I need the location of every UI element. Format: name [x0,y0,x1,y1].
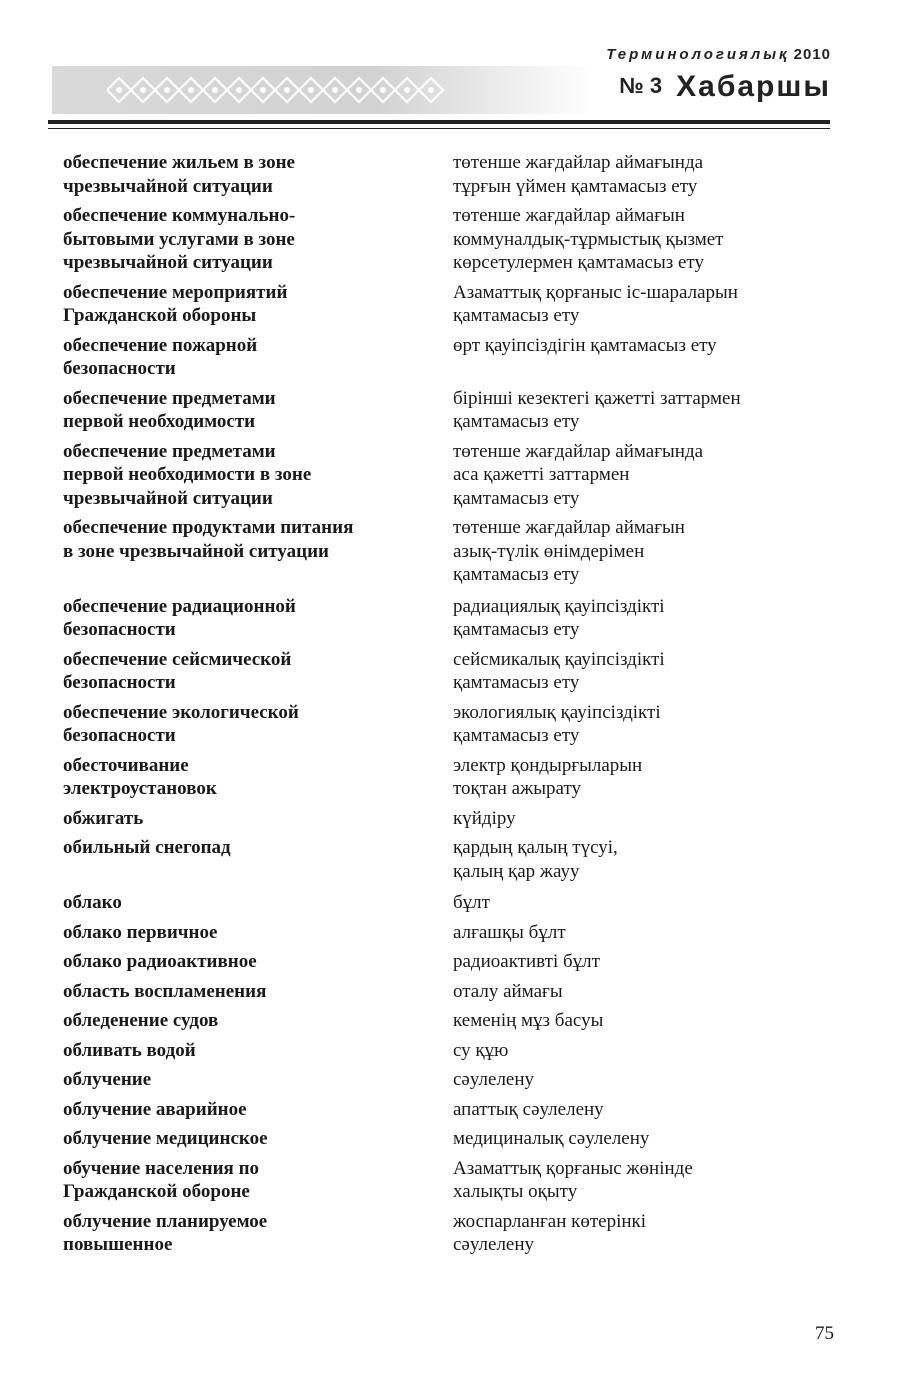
translation-line: қамтамасыз ету [453,672,580,693]
issue-title: Хабаршы [676,70,831,103]
issue-heading [619,70,831,104]
translation-line: су құю [453,1039,509,1061]
translation-line: тоқтан ажырату [453,778,581,799]
translation-kazakh [453,1098,823,1122]
term-line: область воспламенения [63,980,267,1002]
translation-kazakh [453,950,823,974]
glossary-entry [63,950,823,974]
term-line: обеспечение продуктами питания [63,517,354,538]
glossary-entry [63,1098,823,1122]
term-russian [63,516,453,587]
translation-line: қамтамасыз ету [453,564,580,585]
translation-line: оталу аймағы [453,980,563,1002]
term-line: облучение планируемое [63,1210,268,1232]
translation-kazakh [453,440,823,511]
translation-kazakh [453,204,823,275]
term-line: облучение [63,1069,152,1090]
translation-line: күйдіру [453,807,516,829]
translation-line: азық-түлік өнімдерімен [453,540,645,562]
translation-line: қалың қар жауу [453,860,580,882]
translation-line: экологиялық қауіпсіздікті [453,701,661,723]
translation-kazakh [453,754,823,801]
translation-line: Азаматтық қорғаныс жөнінде [453,1157,693,1179]
translation-line: тұрғын үймен қамтамасыз ету [453,175,698,197]
term-line: обеспечение сейсмической [63,648,292,670]
translation-kazakh [453,891,823,915]
term-line: безопасности [63,619,176,640]
glossary-entry [63,836,823,883]
ornament-band [52,66,592,114]
translation-line: кеменің мұз басуы [453,1010,604,1031]
translation-kazakh [453,648,823,695]
term-russian [63,701,453,748]
translation-kazakh [453,334,823,381]
translation-kazakh [453,1127,823,1151]
translation-line: көрсетулермен қамтамасыз ету [453,252,704,273]
translation-kazakh [453,921,823,945]
translation-kazakh [453,516,823,587]
term-line: облучение медицинское [63,1128,268,1149]
term-russian [63,281,453,328]
translation-line: алғашқы бұлт [453,921,566,943]
translation-line: қамтамасыз ету [453,725,580,746]
translation-kazakh [453,980,823,1004]
glossary-entry [63,648,823,695]
glossary-entry [63,1009,823,1033]
term-line: обеспечение пожарной [63,334,258,356]
glossary-entry [63,980,823,1004]
translation-kazakh [453,807,823,831]
glossary-entry [63,440,823,511]
translation-line: жоспарланған көтерінкі [453,1210,647,1232]
translation-line: төтенше жағдайлар аймағын [453,205,685,226]
glossary-entry [63,891,823,915]
page-number: 75 [815,1323,834,1344]
term-line: Гражданской обороны [63,305,257,326]
glossary-entry [63,754,823,801]
translation-line: медициналық сәулелену [453,1128,650,1149]
term-russian [63,1157,453,1204]
term-line: бытовыми услугами в зоне [63,228,295,250]
term-line: обеспечение радиационной [63,595,296,617]
translation-line: Азаматтық қорғаныс іс-шараларын [453,281,738,303]
term-line: обливать водой [63,1039,196,1061]
journal-name [606,46,831,63]
glossary-entry [63,516,823,587]
journal-title: Терминологиялық [606,46,790,63]
glossary-entry [63,151,823,198]
term-line: обеспечение жильем в зоне [63,152,295,173]
translation-kazakh [453,1157,823,1204]
term-russian [63,648,453,695]
term-russian [63,980,453,1004]
translation-line: аса қажетті заттармен [453,464,630,485]
translation-kazakh [453,1009,823,1033]
translation-line: қардың қалың түсуі, [453,837,618,858]
glossary-entry [63,1039,823,1063]
translation-line: сәулелену [453,1069,535,1090]
term-russian [63,334,453,381]
term-line: чрезвычайной ситуации [63,175,273,197]
term-line: обеспечение коммунально- [63,205,296,226]
translation-line: төтенше жағдайлар аймағында [453,152,704,173]
term-russian [63,204,453,275]
term-line: в зоне чрезвычайной ситуации [63,540,329,562]
term-line: Гражданской обороне [63,1181,250,1202]
term-line: облако первичное [63,921,218,943]
glossary-entry [63,1127,823,1151]
glossary-entry [63,595,823,642]
term-russian [63,440,453,511]
term-line: облако радиоактивное [63,951,257,972]
term-line: первой необходимости [63,411,256,432]
term-russian [63,836,453,883]
glossary-entry [63,921,823,945]
translation-kazakh [453,1210,823,1257]
translation-line: бірінші кезектегі қажетті заттармен [453,387,741,409]
term-russian [63,891,453,915]
term-line: обильный снегопад [63,837,231,858]
term-russian [63,950,453,974]
term-line: обледенение судов [63,1010,219,1031]
term-russian [63,595,453,642]
term-russian [63,807,453,831]
term-russian [63,921,453,945]
term-russian [63,1098,453,1122]
glossary-entry [63,1157,823,1204]
translation-line: коммуналдық-тұрмыстық қызмет [453,228,724,250]
term-russian [63,1127,453,1151]
term-line: обеспечение предметами [63,387,276,409]
glossary-entry [63,204,823,275]
term-line: повышенное [63,1234,173,1255]
term-line: чрезвычайной ситуации [63,487,273,509]
term-line: обжигать [63,807,144,829]
translation-kazakh [453,281,823,328]
translation-kazakh [453,387,823,434]
translation-line: сейсмикалық қауіпсіздікті [453,648,665,670]
term-russian [63,151,453,198]
term-line: безопасности [63,358,176,379]
translation-line: қамтамасыз ету [453,411,580,432]
term-russian [63,387,453,434]
term-line: обучение населения по [63,1157,260,1179]
glossary-entry [63,1210,823,1257]
translation-line: апаттық сәулелену [453,1098,604,1120]
term-russian [63,1039,453,1063]
journal-year: 2010 [793,46,831,63]
header-rule-thick [48,120,830,124]
term-line: обесточивание [63,754,189,776]
term-line: обеспечение мероприятий [63,281,288,303]
term-line: облучение аварийное [63,1098,247,1120]
term-line: электроустановок [63,778,217,799]
translation-kazakh [453,151,823,198]
term-line: облако [63,892,122,913]
term-line: первой необходимости в зоне [63,464,312,485]
translation-line: төтенше жағдайлар аймағында [453,440,704,462]
header-rule-thin [48,128,830,129]
translation-line: қамтамасыз ету [453,619,580,640]
translation-kazakh [453,701,823,748]
term-line: обеспечение экологической [63,701,299,723]
glossary-entry [63,387,823,434]
page-header [0,0,919,135]
translation-kazakh [453,1039,823,1063]
translation-line: қамтамасыз ету [453,305,580,326]
translation-line: бұлт [453,892,490,913]
glossary-entry [63,1068,823,1092]
glossary-list [63,151,823,1263]
ornament-pattern-icon [107,72,467,108]
glossary-entry [63,807,823,831]
translation-line: өрт қауіпсіздігін қамтамасыз ету [453,334,717,356]
translation-line: электр қондырғыларын [453,754,643,776]
term-russian [63,1210,453,1257]
translation-line: радиоактивті бұлт [453,951,600,972]
glossary-entry [63,701,823,748]
translation-line: сәулелену [453,1234,535,1255]
term-line: безопасности [63,725,176,746]
term-russian [63,1009,453,1033]
translation-kazakh [453,836,823,883]
term-line: безопасности [63,672,176,693]
glossary-entry [63,334,823,381]
term-russian [63,1068,453,1092]
term-line: обеспечение предметами [63,440,276,462]
translation-line: радиациялық қауіпсіздікті [453,595,665,617]
glossary-entry [63,281,823,328]
translation-kazakh [453,1068,823,1092]
translation-line: қамтамасыз ету [453,487,580,509]
term-line: чрезвычайной ситуации [63,252,273,273]
translation-line: төтенше жағдайлар аймағын [453,517,685,538]
translation-line: халықты оқыту [453,1181,578,1202]
issue-number: № 3 [619,73,663,98]
translation-kazakh [453,595,823,642]
term-russian [63,754,453,801]
